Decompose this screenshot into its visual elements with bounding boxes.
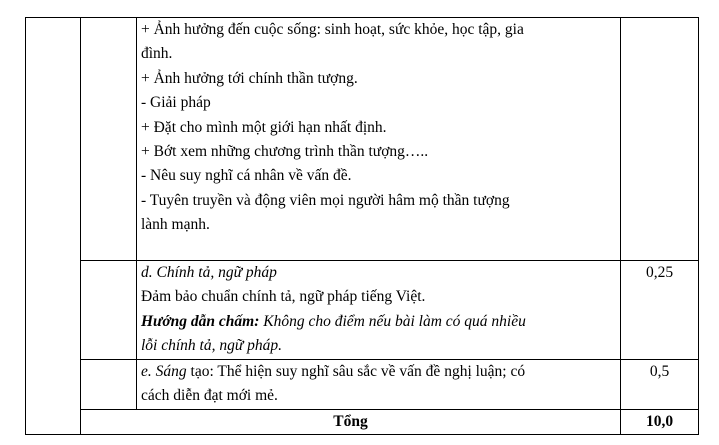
content-line: Đảm bảo chuẩn chính tả, ngữ pháp tiếng Việt. [141, 288, 426, 306]
content-line: cách diễn đạt mới mẻ. [141, 387, 278, 405]
guide-text: lỗi chính tả, ngữ pháp. [141, 337, 283, 355]
content-line: đình. [141, 45, 173, 63]
criteria-heading: e. Sáng [141, 363, 187, 380]
criteria-row-spelling-grammar [26, 261, 699, 360]
content-line: + Ảnh hưởng tới chính thần tượng. [141, 69, 358, 87]
content-line: - Giải pháp [141, 94, 211, 112]
section-cell [81, 18, 137, 261]
total-label: Tổng [81, 410, 621, 435]
criteria-row-impact-solutions [26, 18, 699, 261]
score-value: 0,25 [621, 261, 699, 360]
guide-label: Hướng dẫn chấm: [141, 312, 260, 330]
content-line: + Đặt cho mình một giới hạn nhất định. [141, 118, 387, 136]
content-line: tạo: Thể hiện suy nghĩ sâu sắc về vấn đề nghị luận; có [186, 363, 526, 380]
section-cell [81, 360, 137, 410]
question-number-cell [26, 18, 81, 435]
content-cell [137, 261, 621, 360]
score-cell [621, 18, 699, 261]
content-cell [137, 18, 621, 261]
score-value: 0,5 [621, 360, 699, 410]
guide-text: Không cho điểm nếu bài làm có quá nhiều [259, 312, 526, 330]
content-line: + Bớt xem những chương trình thần tượng….. [141, 143, 429, 161]
total-value: 10,0 [621, 410, 699, 435]
section-cell [81, 261, 137, 360]
content-cell [137, 360, 621, 410]
content-line: + Ảnh hưởng đến cuộc sống: sinh hoạt, sức khỏe, học tập, gia [141, 21, 524, 38]
total-row [26, 410, 699, 435]
criteria-row-creativity [26, 360, 699, 410]
content-line: - Nêu suy nghĩ cá nhân về vấn đề. [141, 167, 352, 185]
criteria-heading: d. Chính tả, ngữ pháp [141, 264, 277, 281]
content-line: - Tuyên truyền và động viên mọi người hâm mộ thần tượng [141, 191, 510, 209]
grading-table [25, 17, 699, 435]
content-line: lành mạnh. [141, 216, 210, 234]
